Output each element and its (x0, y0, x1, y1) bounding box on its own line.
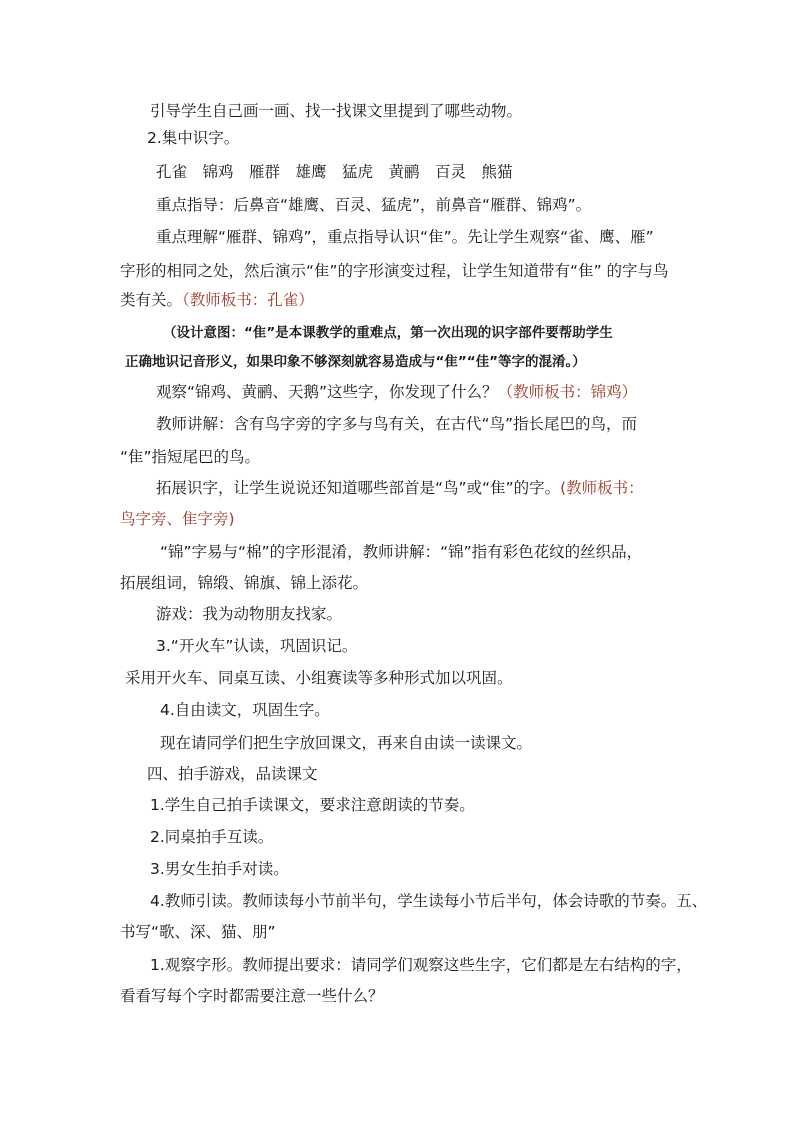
text-line (156, 162, 513, 182)
line-text: 3.男女生拍手对读。 (150, 860, 289, 878)
line-text: 1.观察字形。教师提出要求：请同学们观察这些生字，它们都是左右结构的字， (150, 956, 692, 974)
line-text: 3.“开火车”认读，巩固识记。 (156, 637, 358, 655)
board-note-text: 鸟字旁、隹字旁) (120, 510, 235, 528)
text-line (120, 986, 384, 1006)
line-text: 拓展识字，让学生说说还知道哪些部首是“鸟”或“隹”的字。 (156, 479, 561, 497)
line-text: 2.集中识字。 (147, 129, 240, 147)
line-text: 看看写每个字时都需要注意一些什么？ (120, 987, 384, 1005)
text-line (150, 795, 475, 815)
text-line (120, 922, 276, 942)
text-line (156, 478, 644, 498)
text-line (120, 290, 314, 310)
text-line (156, 636, 357, 656)
line-text: 书写“歌、深、猫、朋” (120, 923, 276, 941)
text-line (125, 351, 586, 372)
text-line (163, 322, 613, 343)
design-intent-text: 正确地识记音形义，如果印象不够深刻就容易造成与“隹”“佳”等字的混淆。） (125, 354, 586, 370)
line-text: 采用开火车、同桌互读、小组赛读等多种形式加以巩固。 (125, 669, 513, 687)
text-line (150, 827, 273, 847)
text-line (160, 733, 532, 753)
line-text: 4.教师引读。教师读每小节前半句，学生读每小节后半句，体会诗歌的节奏。五、 (150, 892, 708, 910)
text-line (150, 891, 707, 911)
text-line (120, 573, 368, 593)
text-line (156, 604, 342, 624)
line-text: “隹”指短尾巴的鸟。 (120, 448, 261, 466)
line-text: 拓展组词，锦缎、锦旗、锦上添花。 (120, 574, 369, 592)
board-note-text: （教师板书：锦鸡） (497, 383, 638, 401)
text-line (120, 509, 235, 529)
text-line (156, 227, 654, 247)
text-line (120, 261, 669, 281)
text-line (125, 668, 513, 688)
board-note-text: (教师板书： (560, 479, 644, 497)
board-note-text: （教师板书：孔雀） (182, 291, 314, 309)
line-text: 现在请同学们把生字放回课文，再来自由读一读课文。 (160, 734, 533, 752)
text-line (156, 195, 591, 215)
line-text: 2.同桌拍手互读。 (150, 828, 274, 846)
line-text: “锦”字易与“棉”的字形混淆，教师讲解：“锦”指有彩色花纹的丝织品， (160, 543, 643, 561)
line-text: 四、拍手游戏，品读课文 (147, 765, 318, 783)
text-line (156, 382, 637, 402)
text-line (150, 101, 522, 121)
line-text: 引导学生自己画一画、找一找课文里提到了哪些动物。 (150, 102, 523, 120)
line-text: 字形的相同之处，然后演示“隹”的字形演变过程，让学生知道带有“隹” 的字与鸟 (120, 262, 669, 280)
design-intent-text: （设计意图：“隹”是本课教学的重难点，第一次出现的识字部件要帮助学生 (163, 325, 613, 341)
text-line (156, 414, 637, 434)
text-line (150, 859, 289, 879)
line-text: 游戏：我为动物朋友找家。 (156, 605, 343, 623)
text-line (160, 542, 642, 562)
text-line (150, 955, 692, 975)
line-text: 孔雀 锦鸡 雁群 雄鹰 猛虎 黄鹂 百灵 熊猫 (156, 163, 513, 181)
line-text: 重点指导：后鼻音“雄鹰、百灵、猛虎”，前鼻音“雁群、锦鸡”。 (156, 196, 592, 214)
text-line (120, 447, 260, 467)
line-text: 教师讲解：含有鸟字旁的字多与鸟有关，在古代“鸟”指长尾巴的鸟，而 (156, 415, 638, 433)
line-text: 重点理解“雁群、锦鸡”，重点指导认识“隹”。先让学生观察“雀、鹰、雁” (156, 228, 654, 246)
line-text: 1.学生自己拍手读课文，要求注意朗读的节奏。 (150, 796, 475, 814)
text-line (147, 128, 239, 148)
text-line (160, 700, 330, 720)
text-line (147, 764, 318, 784)
line-text: 4.自由读文，巩固生字。 (160, 701, 330, 719)
line-text: 观察“锦鸡、黄鹂、天鹅”这些字，你发现了什么？ (156, 383, 498, 401)
line-text: 类有关。 (120, 291, 183, 309)
